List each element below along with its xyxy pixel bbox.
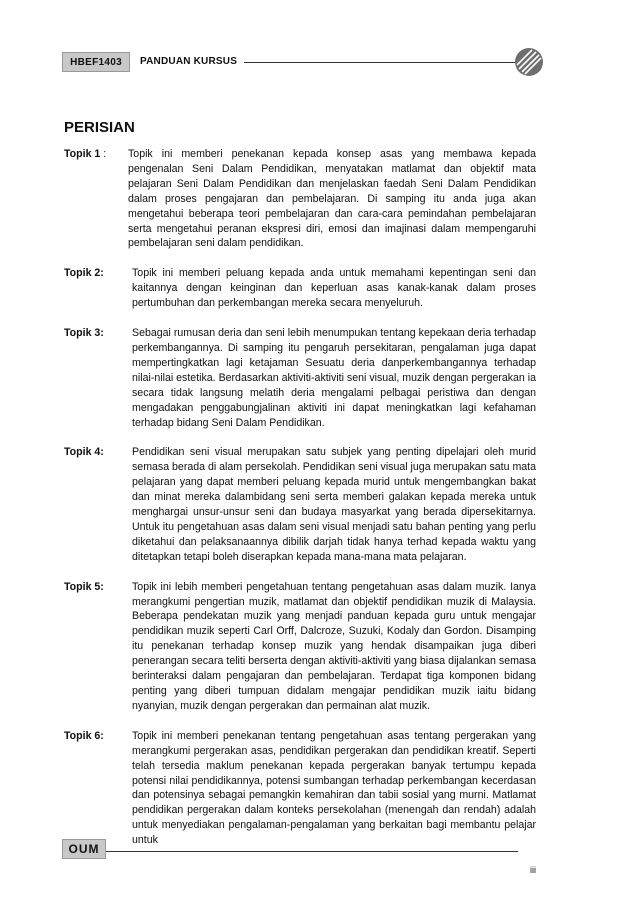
topic-label: Topik 2: [64,267,104,280]
header-rule [244,62,516,63]
topic-description: Topik ini memberi peluang kepada anda untuk memahami kepentingan seni dan kaitannya dengan keinginan dan keperluan asas kanak-kanak dalam proses pertumbuhan dan perkembangan mereka secara menyeluruh. [132,267,536,310]
footer-rule [106,851,518,852]
footer-badge-text: OUM [68,842,100,856]
topic-label: Topik 4: [64,446,104,459]
topic-label: Topik 3: [64,327,104,340]
course-code-badge [62,52,130,72]
topic-description: Sebagai rumusan deria dan seni lebih menumpukan tentang kepekaan deria terhadap perkembangannya. Di samping itu pengaruh persekitaran, pengalaman juga dapat mempertingkatkan lagi ketajaman Sesuatu deria danperkembangannya terhadap nilai-nilai estetika. Berdasarkan aktiviti-aktiviti seni visual, muzik dengan pergerakan ia secara tidak langsung melatih deria mengalami pelbagai peristiwa dan dengan mengadakan penggabungjalinan aktiviti ini dapat meningkatkan lagi kefahaman terhadap bidang Seni Dalam Pendidikan. [132,327,536,429]
oum-logo-icon [514,47,544,77]
topic-item-2 [64,266,536,311]
topic-item-1 [64,147,536,251]
topic-item-3 [64,326,536,430]
topic-label: Topik 6: [64,729,104,742]
oum-footer-badge [62,839,106,859]
topic-item-4 [64,445,536,564]
topic-item-5 [64,580,536,714]
section-title: PERISIAN [64,119,135,136]
topic-description: Topik ini memberi penekanan tentang pengetahuan asas tentang pergerakan yang merangkumi pergerakan asas, pendidikan pergerakan dan pendidikan kreatif. Seperti telah tersedia maklum penekanan kepada pergerakan banyak tertumpu kepada potensi nilai pendidikannya, potensi sumbangan terhadap perkembangan kecerdasan dan potensinya sebagai pemangkin kemahiran dan tabii sosial yang murni. Matlamat pendidikan pergerakan dalam konteks persekolahan (menengah dan rendah) adalah untuk menyediakan pengalaman-pengalaman yang berkaitan bagi membantu pelajar untuk [132,729,536,847]
course-title: PANDUAN KURSUS [140,56,238,67]
course-code: HBEF1403 [70,56,122,68]
page-number: iii [530,865,536,875]
topic-description: Topik ini memberi penekanan kepada konsep asas yang membawa kepada pengenalan Seni Dalam Pendidikan, menyatakan matlamat dan objektif mata pelajaran Seni Dalam Pendidikan dan menjelaskan faedah Seni Dalam Pendidikan dalam proses pengajaran dan pembelajaran. Di samping itu anda juga akan mengetahui beberapa teori pembelajaran dan cara-cara pemindahan pembelajaran serta mengetahui peranan ekspresi diri, emosi dan imajinasi dalam mempengaruhi pembelajaran seni dalam pendidikan. [128,148,536,250]
topic-item-6 [64,729,536,848]
topic-label: Topik 5: [64,580,104,593]
topic-list [64,147,536,863]
topic-description: Pendidikan seni visual merupakan satu subjek yang penting dipelajari oleh murid semasa berada di alam persekolah. Pendidikan seni visual juga merupakan satu mata pelajaran yang dapat memberi peluang kepada murid untuk mengembangkan bakat dan minat mereka dalambidang seni serta memberi galakan kepada mereka untuk menghargai unsur-unsur seni dan budaya masyarkat yang berada dipersekitarnya. Untuk itu pengetahuan asas dalam seni visual menjadi satu bahan penting yang perlu diketahui dan pelaksanaannya dibilik darjah tidak hanya terhad kepada waktu yang ditetapkan tetapi boleh diserapkan kepada mana-mana mata pelajaran. [132,446,536,563]
topic-description: Topik ini lebih memberi pengetahuan tentang pengetahuan asas dalam muzik. Ianya merangkumi pengertian muzik, matlamat dan objektif pendidikan muzik di Malaysia. Beberapa pendekatan muzik yang menjadi panduan kepada guru untuk mengajar pendidikan muzik seperti Carl Orff, Dalcroze, Suzuki, Kodaly dan Gordon. Disamping itu penekanan terhadap konsep muzik yang hendak disampaikan juga diberi penerangan secara teliti berserta dengan aktiviti-aktiviti yang biasa dijalankan semasa berinteraksi dalam pengajaran dan pembelajaran. Terdapat tiga komponen bidang penting yang diberi tumpuan didalam mengajar pendidikan muzik iaitu bidang nyanyian, muzik dengan pergerakan dan permainan alat muzik. [132,580,536,712]
topic-label: Topik 1 : [64,148,110,160]
